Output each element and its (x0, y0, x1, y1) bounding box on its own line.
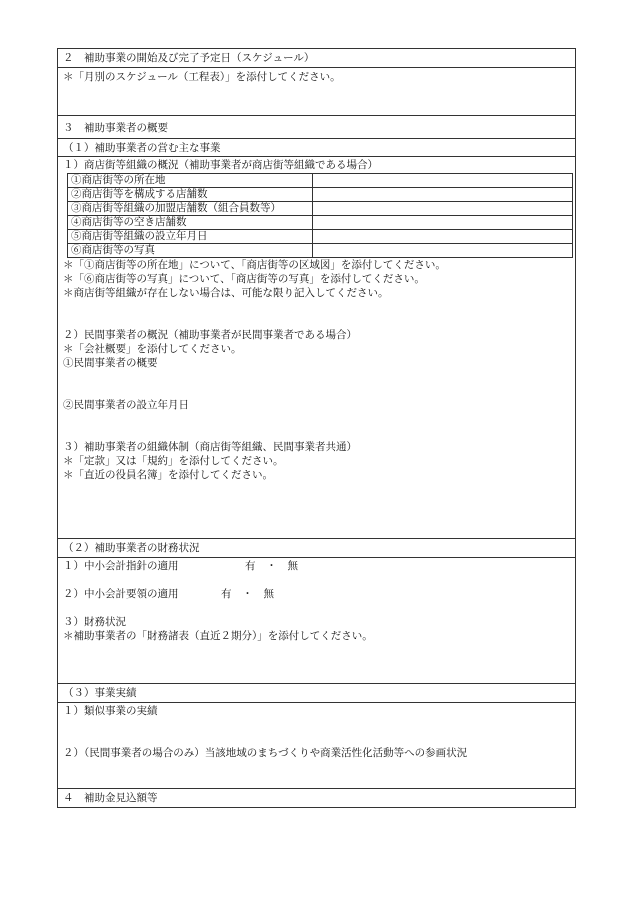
sec4-header (58, 789, 575, 808)
sec2-note: ＊「月別のスケジュール（工程表）」を添付してください。 (63, 71, 341, 83)
form-table (57, 48, 576, 808)
community-participation-label: ２）（民間事業者の場合のみ）当該地域のまちづくりや商業活性化活動等への参画状況 (63, 747, 468, 759)
sec3-part2-title: （２）補助事業者の財務状況 (63, 542, 200, 554)
table-cell: ④商店街等の空き店舗数 (68, 216, 313, 230)
shoutengai-note: ＊「⑥商店街等の写真」について、「商店街等の写真」を添付してください。 (63, 273, 425, 285)
table-row (68, 174, 573, 188)
sec2-body (58, 68, 575, 116)
table-row (68, 216, 573, 230)
table-cell-value (313, 202, 573, 216)
accounting-manual-row (63, 587, 570, 601)
shoutengai-note: ＊商店街等組織が存在しない場合は、可能な限り記入してください。 (63, 287, 389, 299)
sec3-part3-header (58, 684, 575, 703)
table-row (68, 230, 573, 244)
shoutengai-note: ＊「①商店街等の所在地」について、「商店街等の区域図」を添付してください。 (63, 259, 446, 271)
sec3-part2-body (58, 558, 575, 684)
accounting-manual-label: ２）中小会計要領の適用 (63, 588, 179, 600)
sec3-part3-title: （３）事業実績 (63, 687, 137, 699)
table-cell-value (313, 174, 573, 188)
sec3-part1-header (58, 139, 575, 157)
sec3-part3-body (58, 703, 575, 789)
sec3-part1-body (58, 157, 575, 539)
similar-projects-label: １）類似事業の実績 (63, 705, 158, 717)
sec4-title: ４ 補助金見込額等 (63, 792, 158, 804)
table-cell: ③商店街等組織の加盟店舗数（組合員数等） (68, 202, 313, 216)
table-cell: ⑤商店街等組織の設立年月日 (68, 230, 313, 244)
yes-option: 有 (221, 588, 232, 600)
shoutengai-overview-title: １）商店街等組織の概況（補助事業者が商店街等組織である場合） (63, 159, 378, 171)
organization-structure-title: ３）補助事業者の組織体制（商店街等組織、民間事業者共通） (63, 441, 357, 453)
private-business-note: ＊「会社概要」を添付してください。 (63, 343, 242, 355)
financial-status-note: ＊補助事業者の「財務諸表（直近２期分）」を添付してください。 (63, 630, 373, 642)
table-cell: ⑥商店街等の写真 (68, 244, 313, 258)
organization-structure-note: ＊「直近の役員名簿」を添付してください。 (63, 469, 273, 481)
application-form (57, 48, 576, 808)
sec3-title: ３ 補助事業者の概要 (63, 122, 168, 134)
table-cell-value (313, 230, 573, 244)
private-business-title: ２）民間事業者の概況（補助事業者が民間事業者である場合） (63, 329, 357, 341)
sec2-header (58, 49, 575, 68)
table-cell-value (313, 188, 573, 202)
no-option: 無 (287, 560, 298, 572)
separator-dot: ・ (242, 588, 253, 600)
table-cell-value (313, 216, 573, 230)
separator-dot: ・ (266, 560, 277, 572)
sec3-part2-header (58, 539, 575, 558)
shoutengai-overview-table (67, 173, 573, 258)
table-cell-value (313, 244, 573, 258)
sec3-part1-title: （１）補助事業者の営む主な事業 (63, 142, 221, 154)
table-row (68, 188, 573, 202)
no-option: 無 (263, 588, 274, 600)
table-row (68, 202, 573, 216)
yes-option: 有 (245, 560, 256, 572)
table-row (68, 244, 573, 258)
table-cell: ②商店街等を構成する店舗数 (68, 188, 313, 202)
sec3-header (58, 116, 575, 139)
private-business-summary-label: ①民間事業者の概要 (63, 357, 158, 369)
accounting-guideline-label: １）中小会計指針の適用 (63, 560, 179, 572)
sec2-title: ２ 補助事業の開始及び完了予定日（スケジュール） (63, 52, 315, 64)
table-cell: ①商店街等の所在地 (68, 174, 313, 188)
organization-structure-note: ＊「定款」又は「規約」を添付してください。 (63, 455, 284, 467)
financial-status-title: ３）財務状況 (63, 616, 126, 628)
private-business-established-label: ②民間事業者の設立年月日 (63, 399, 189, 411)
accounting-guideline-row (63, 559, 570, 573)
